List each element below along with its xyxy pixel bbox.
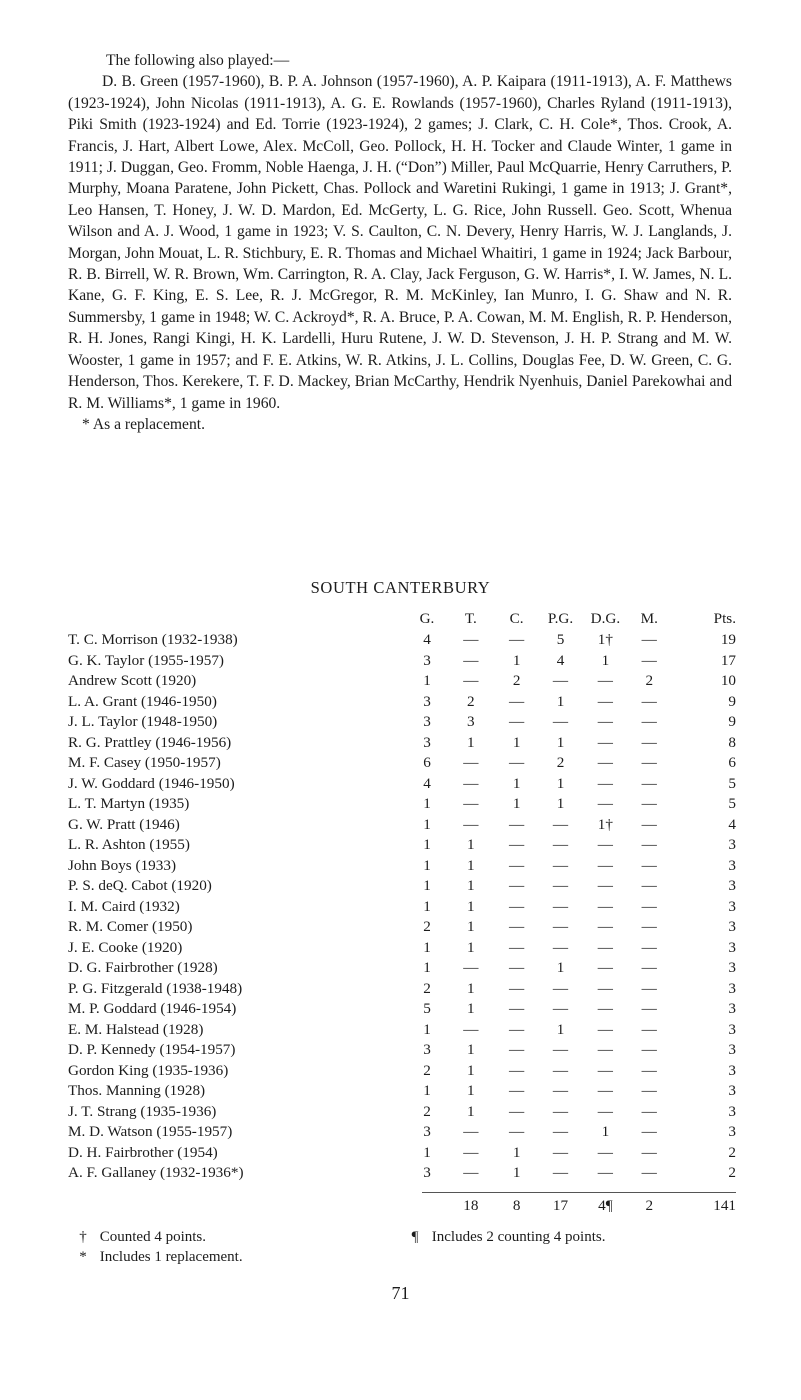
marks-cell: — (641, 1000, 657, 1017)
conversions-cell: — (509, 836, 525, 853)
drop-goals-cell: — (597, 733, 613, 751)
header-conversions: C. (509, 609, 524, 627)
points-cell: 3 (728, 959, 736, 976)
marks-cell: — (641, 1123, 657, 1140)
table-row (68, 979, 738, 1000)
marks-cell: — (641, 1164, 657, 1181)
points-cell: 10 (720, 672, 736, 689)
games-cell: 1 (423, 672, 431, 689)
penalty-goals-cell: — (552, 1164, 569, 1181)
total-marks: 2 (645, 1197, 654, 1215)
table-row (68, 671, 738, 692)
tries-cell: — (463, 1164, 479, 1181)
penalty-goals-cell: 4 (556, 651, 565, 669)
table-row (68, 1081, 738, 1102)
points-cell: 3 (728, 1041, 736, 1058)
player-name: D. H. Fairbrother (1954) (68, 1143, 218, 1161)
penalty-goals-cell: — (552, 877, 569, 894)
table-row (68, 712, 738, 733)
games-cell: 1 (423, 938, 431, 956)
drop-goals-cell: — (597, 774, 613, 792)
tries-cell: — (463, 774, 479, 792)
player-name: R. M. Comer (1950) (68, 918, 193, 935)
table-row (68, 917, 738, 938)
table-row (68, 1061, 738, 1082)
footnote-pilcrow (402, 1227, 605, 1247)
tries-cell: 1 (467, 1000, 475, 1017)
tries-cell: — (463, 815, 479, 833)
table-row (68, 774, 738, 795)
games-cell: 1 (423, 1143, 431, 1161)
tries-cell: 1 (467, 938, 475, 956)
player-name: D. G. Fairbrother (1928) (68, 959, 218, 976)
points-cell: 3 (728, 1000, 736, 1017)
conversions-cell: — (509, 856, 525, 874)
player-name: L. A. Grant (1946-1950) (68, 692, 217, 710)
player-name: M. D. Watson (1955-1957) (68, 1123, 233, 1140)
header-points: Pts. (713, 609, 736, 627)
penalty-goals-cell: — (552, 1082, 569, 1099)
total-penalty-goals: 17 (552, 1197, 569, 1215)
points-cell: 3 (728, 979, 736, 997)
drop-goals-cell: — (597, 836, 613, 853)
table-row (68, 1040, 738, 1061)
drop-goals-cell: — (597, 897, 613, 915)
conversions-cell: — (509, 897, 525, 915)
points-cell: 3 (728, 897, 736, 915)
drop-goals-cell: — (597, 979, 613, 997)
tries-cell: 3 (467, 713, 475, 730)
conversions-cell: — (509, 1041, 525, 1058)
conversions-cell: — (509, 713, 525, 730)
player-name: G. K. Taylor (1955-1957) (68, 651, 224, 669)
tries-cell: 1 (467, 979, 475, 997)
conversions-cell: — (509, 1061, 525, 1079)
tries-cell: — (463, 672, 479, 689)
drop-goals-cell: — (597, 918, 613, 935)
marks-cell: — (641, 1041, 657, 1058)
drop-goals-cell: — (597, 1061, 613, 1079)
points-cell: 3 (728, 856, 736, 874)
section-title: SOUTH CANTERBURY (310, 578, 491, 597)
table-row (68, 938, 738, 959)
table-row (68, 897, 738, 918)
points-cell: 19 (720, 631, 736, 648)
player-name: P. G. Fitzgerald (1938-1948) (68, 979, 243, 997)
marks-cell: — (641, 918, 657, 935)
penalty-goals-cell: — (552, 1123, 569, 1140)
conversions-cell: 1 (512, 1143, 521, 1161)
also-played-section (68, 50, 732, 435)
marks-cell: — (641, 1082, 657, 1099)
drop-goals-cell: — (597, 1164, 613, 1181)
tries-cell: — (463, 795, 479, 812)
marks-cell: — (641, 1143, 657, 1161)
games-cell: 1 (423, 1082, 431, 1099)
drop-goals-cell: — (597, 1000, 613, 1017)
conversions-cell: — (509, 1082, 525, 1099)
drop-goals-cell: — (597, 1143, 613, 1161)
games-cell: 1 (423, 897, 431, 915)
player-name: J. T. Strang (1935-1936) (68, 1102, 217, 1120)
pilcrow-text: Includes 2 counting 4 points. (431, 1229, 606, 1245)
header-games: G. (419, 609, 435, 627)
drop-goals-cell: — (597, 959, 613, 976)
games-cell: 3 (423, 713, 431, 730)
tries-cell: — (463, 959, 479, 976)
tries-cell: 1 (467, 877, 475, 894)
penalty-goals-cell: — (552, 979, 569, 997)
drop-goals-cell: — (597, 1041, 613, 1058)
points-cell: 6 (728, 754, 736, 771)
table-row (68, 815, 738, 836)
conversions-cell: — (509, 692, 525, 710)
player-name: M. P. Goddard (1946-1954) (68, 1000, 237, 1017)
conversions-cell: 2 (512, 672, 521, 689)
games-cell: 3 (423, 1041, 431, 1058)
games-cell: 1 (423, 877, 431, 894)
table-row (68, 856, 738, 877)
conversions-cell: — (509, 1123, 525, 1140)
games-cell: 1 (423, 795, 431, 812)
conversions-cell: — (509, 1020, 525, 1038)
tries-cell: 1 (467, 733, 475, 751)
table-row (68, 1122, 738, 1143)
player-name: T. C. Morrison (1932-1938) (68, 631, 238, 648)
tries-cell: 1 (467, 918, 475, 935)
penalty-goals-cell: — (552, 856, 569, 874)
player-name: R. G. Prattley (1946-1956) (68, 733, 232, 751)
penalty-goals-cell: 1 (556, 774, 565, 792)
drop-goals-cell: 1 (601, 1123, 610, 1140)
marks-cell: — (641, 856, 657, 874)
points-cell: 3 (728, 918, 736, 935)
tries-cell: 1 (467, 836, 475, 853)
points-cell: 3 (728, 1061, 736, 1079)
points-cell: 3 (728, 1020, 736, 1038)
points-cell: 5 (728, 774, 736, 792)
player-name: I. M. Caird (1932) (68, 897, 180, 915)
table-row (68, 733, 738, 754)
conversions-cell: 1 (512, 795, 521, 812)
penalty-goals-cell: — (552, 918, 569, 935)
games-cell: 2 (423, 1061, 431, 1079)
marks-cell: — (641, 692, 657, 710)
header-drop-goals: D.G. (590, 609, 621, 627)
marks-cell: — (641, 774, 657, 792)
marks-cell: — (641, 651, 657, 669)
drop-goals-cell: 1 (601, 651, 610, 669)
marks-cell: — (641, 938, 657, 956)
drop-goals-cell: — (597, 938, 613, 956)
drop-goals-cell: — (597, 1020, 613, 1038)
player-name: Andrew Scott (1920) (68, 672, 197, 689)
table-header-row (68, 608, 738, 630)
tries-cell: 1 (467, 1102, 475, 1120)
dagger-symbol: † (79, 1229, 87, 1245)
marks-cell: — (641, 713, 657, 730)
games-cell: 4 (423, 774, 431, 792)
points-cell: 3 (728, 1102, 736, 1120)
marks-cell: — (641, 1102, 657, 1120)
marks-cell: 2 (645, 672, 654, 689)
conversions-cell: — (509, 754, 525, 771)
tries-cell: — (463, 631, 479, 648)
totals-rule (422, 1192, 736, 1193)
page-number: 71 (391, 1283, 410, 1303)
drop-goals-cell: 1† (597, 815, 613, 833)
total-tries: 18 (463, 1197, 479, 1215)
penalty-goals-cell: — (552, 815, 569, 833)
points-cell: 2 (728, 1143, 736, 1161)
drop-goals-cell: — (597, 877, 613, 894)
drop-goals-cell: — (597, 1102, 613, 1120)
player-name: J. L. Taylor (1948-1950) (68, 713, 218, 730)
games-cell: 6 (423, 754, 431, 771)
games-cell: 3 (423, 1164, 431, 1181)
penalty-goals-cell: — (552, 1102, 569, 1120)
points-cell: 3 (728, 938, 736, 956)
player-name: M. F. Casey (1950-1957) (68, 754, 221, 771)
games-cell: 3 (423, 692, 431, 710)
penalty-goals-cell: — (552, 672, 569, 689)
table-row (68, 1020, 738, 1041)
penalty-goals-cell: — (552, 836, 569, 853)
penalty-goals-cell: — (552, 938, 569, 956)
points-cell: 2 (728, 1164, 736, 1181)
penalty-goals-cell: 2 (556, 754, 565, 771)
games-cell: 5 (423, 1000, 431, 1017)
games-cell: 4 (423, 631, 431, 648)
points-cell: 17 (720, 651, 736, 669)
footnote-dagger (70, 1227, 206, 1247)
table-row (68, 958, 738, 979)
conversions-cell: — (509, 979, 525, 997)
pilcrow-symbol: ¶ (411, 1229, 419, 1245)
conversions-cell: — (509, 877, 525, 894)
penalty-goals-cell: 1 (556, 733, 565, 751)
table-row (68, 1102, 738, 1123)
marks-cell: — (641, 836, 657, 853)
tries-cell: 1 (467, 1041, 475, 1058)
asterisk-text: Includes 1 replacement. (99, 1249, 243, 1265)
tries-cell: — (463, 1020, 479, 1038)
table-row (68, 630, 738, 651)
conversions-cell: 1 (512, 651, 521, 669)
player-name: G. W. Pratt (1946) (68, 815, 180, 833)
marks-cell: — (641, 795, 657, 812)
totals-label (68, 1184, 407, 1218)
player-name: J. W. Goddard (1946-1950) (68, 774, 235, 792)
footnote-asterisk (70, 1247, 243, 1267)
penalty-goals-cell: — (552, 1041, 569, 1058)
penalty-goals-cell: 5 (556, 631, 565, 648)
player-rows (68, 630, 738, 1184)
games-cell: 2 (423, 918, 431, 935)
marks-cell: — (641, 1020, 657, 1038)
tries-cell: 2 (467, 692, 475, 710)
table-row (68, 999, 738, 1020)
player-name: L. R. Ashton (1955) (68, 836, 190, 853)
marks-cell: — (641, 815, 657, 833)
total-games (407, 1184, 447, 1218)
totals-row (68, 1184, 738, 1218)
points-cell: 3 (728, 1123, 736, 1140)
penalty-goals-cell: — (552, 713, 569, 730)
tries-cell: 1 (467, 1082, 475, 1099)
drop-goals-cell: — (597, 856, 613, 874)
tries-cell: 1 (467, 1061, 475, 1079)
drop-goals-cell: — (597, 713, 613, 730)
marks-cell: — (641, 754, 657, 771)
points-cell: 8 (728, 733, 736, 751)
drop-goals-cell: — (597, 672, 613, 689)
table-row (68, 651, 738, 672)
conversions-cell: 1 (512, 1164, 521, 1181)
header-tries: T. (464, 609, 477, 627)
games-cell: 1 (423, 1020, 431, 1038)
marks-cell: — (641, 979, 657, 997)
table-row (68, 1163, 738, 1184)
marks-cell: — (641, 897, 657, 915)
games-cell: 1 (423, 856, 431, 874)
dagger-text: Counted 4 points. (99, 1229, 207, 1245)
points-cell: 3 (728, 1082, 736, 1099)
table-row (68, 753, 738, 774)
games-cell: 2 (423, 979, 431, 997)
table-row (68, 835, 738, 856)
total-conversions: 8 (512, 1197, 521, 1215)
conversions-cell: 1 (512, 774, 521, 792)
drop-goals-cell: 1† (597, 631, 613, 648)
conversions-cell: — (509, 1000, 525, 1017)
conversions-cell: — (509, 815, 525, 833)
tries-cell: 1 (467, 897, 475, 915)
header-marks: M. (640, 609, 658, 627)
games-cell: 3 (423, 651, 431, 669)
tries-cell: — (463, 754, 479, 771)
total-drop-goals: 4¶ (598, 1197, 613, 1215)
conversions-cell: — (509, 959, 525, 976)
penalty-goals-cell: — (552, 1143, 569, 1161)
games-cell: 1 (423, 959, 431, 976)
games-cell: 1 (423, 815, 431, 833)
games-cell: 3 (423, 733, 431, 751)
player-name: Thos. Manning (1928) (68, 1082, 206, 1099)
total-points: 141 (713, 1197, 736, 1215)
points-cell: 9 (728, 692, 736, 710)
scoring-table (68, 608, 738, 1218)
table-row (68, 692, 738, 713)
conversions-cell: — (509, 918, 525, 935)
games-cell: 3 (423, 1123, 431, 1140)
drop-goals-cell: — (597, 795, 613, 812)
header-penalty-goals: P.G. (547, 609, 574, 627)
penalty-goals-cell: — (552, 1061, 569, 1079)
also-played-heading: The following also played:— (106, 52, 290, 69)
points-cell: 4 (728, 815, 736, 833)
tries-cell: — (463, 1143, 479, 1161)
drop-goals-cell: — (597, 1082, 613, 1099)
header-name (68, 608, 407, 630)
conversions-cell: — (509, 938, 525, 956)
player-name: P. S. deQ. Cabot (1920) (68, 877, 212, 894)
penalty-goals-cell: — (552, 1000, 569, 1017)
marks-cell: — (641, 959, 657, 976)
drop-goals-cell: — (597, 754, 613, 771)
points-cell: 9 (728, 713, 736, 730)
table-row (68, 876, 738, 897)
drop-goals-cell: — (597, 692, 613, 710)
tries-cell: 1 (467, 856, 475, 874)
table-row (68, 794, 738, 815)
games-cell: 1 (423, 836, 431, 853)
player-name: E. M. Halstead (1928) (68, 1020, 204, 1038)
marks-cell: — (641, 877, 657, 894)
points-cell: 3 (728, 877, 736, 894)
penalty-goals-cell: 1 (556, 795, 565, 812)
points-cell: 5 (728, 795, 736, 812)
tries-cell: — (463, 1123, 479, 1140)
also-played-list: D. B. Green (1957-1960), B. P. A. Johnson (1957-1960), A. P. Kaipara (1911-1913), A. F. Matthews (1923-1924), John Nicolas (1911-1913), A. G. E. Rowlands (1957-1960), Charles Ryland (1911-1913), Piki Smith (1923-1924) and Ed. Torrie (1923-1924), 2 games; J. Clark, C. H. Cole*, Thos. Crook, A. Francis, J. Hart, Albert Lowe, Alex. McColl, Geo. Pollock, H. H. Tocker and Claude Winter, 1 game in 1911; J. Duggan, Geo. Fromm, Noble Haenga, J. H. (“Don”) Miller, Paul McQuarrie, Henry Carruthers, P. Murphy, Moana Paratene, John Pickett, Chas. Pollock and Waretini Rukingi, 1 game in 1913; J. Grant*, Leo Hansen, T. Honey, J. W. D. Mardon, Ed. McGerty, L. G. Rice, John Russell. Geo. Scott, Whenua Wilson and A. J. Wood, 1 game in 1923; V. S. Caulton, C. N. Devery, Henry Harris, W. J. Langlands, J. Morgan, John Mouat, L. R. Stichbury, E. R. Thomas and Michael Whaitiri, 1 game in 1924; Jack Barbour, R. B. Birrell, W. R. Brown, Wm. Carrington, R. A. Clay, Jack Ferguson, G. W. Harris*, I. W. James, N. L. Kane, G. F. King, E. S. Lee, R. J. McGregor, R. M. McKinley, Ian Munro, I. G. Shaw and N. R. Summersby, 1 game in 1948; W. C. Ackroyd*, R. A. Bruce, P. A. Cowan, M. M. English, R. P. Henderson, R. H. Jones, Rangi Kingi, H. K. Lardelli, Huru Rutene, J. W. D. Stevenson, J. H. P. Strang and M. W. Wooster, 1 game in 1957; and F. E. Atkins, W. R. Atkins, J. L. Collins, Douglas Fee, D. W. Green, C. G. Henderson, Thos. Kerekere, T. F. D. Mackey, Brian McCarthy, Hendrik Nyenhuis, Daniel Parekowhai and R. M. Williams*, 1 game in 1960. (68, 73, 732, 412)
penalty-goals-cell: 1 (556, 692, 565, 710)
points-cell: 3 (728, 836, 736, 853)
player-name: J. E. Cooke (1920) (68, 938, 183, 956)
marks-cell: — (641, 733, 657, 751)
penalty-goals-cell: 1 (556, 1020, 565, 1038)
marks-cell: — (641, 631, 657, 648)
player-name: D. P. Kennedy (1954-1957) (68, 1041, 236, 1058)
tries-cell: — (463, 651, 479, 669)
conversions-cell: 1 (512, 733, 521, 751)
conversions-cell: — (509, 631, 525, 648)
player-name: A. F. Gallaney (1932-1936*) (68, 1164, 244, 1181)
games-cell: 2 (423, 1102, 431, 1120)
asterisk-symbol: * (79, 1249, 87, 1265)
penalty-goals-cell: 1 (556, 959, 565, 976)
table-row (68, 1143, 738, 1164)
replacement-note: * As a replacement. (82, 415, 205, 433)
player-name: John Boys (1933) (68, 856, 177, 874)
player-name: L. T. Martyn (1935) (68, 795, 190, 812)
penalty-goals-cell: — (552, 897, 569, 915)
marks-cell: — (641, 1061, 657, 1079)
player-name: Gordon King (1935-1936) (68, 1061, 229, 1079)
conversions-cell: — (509, 1102, 525, 1120)
